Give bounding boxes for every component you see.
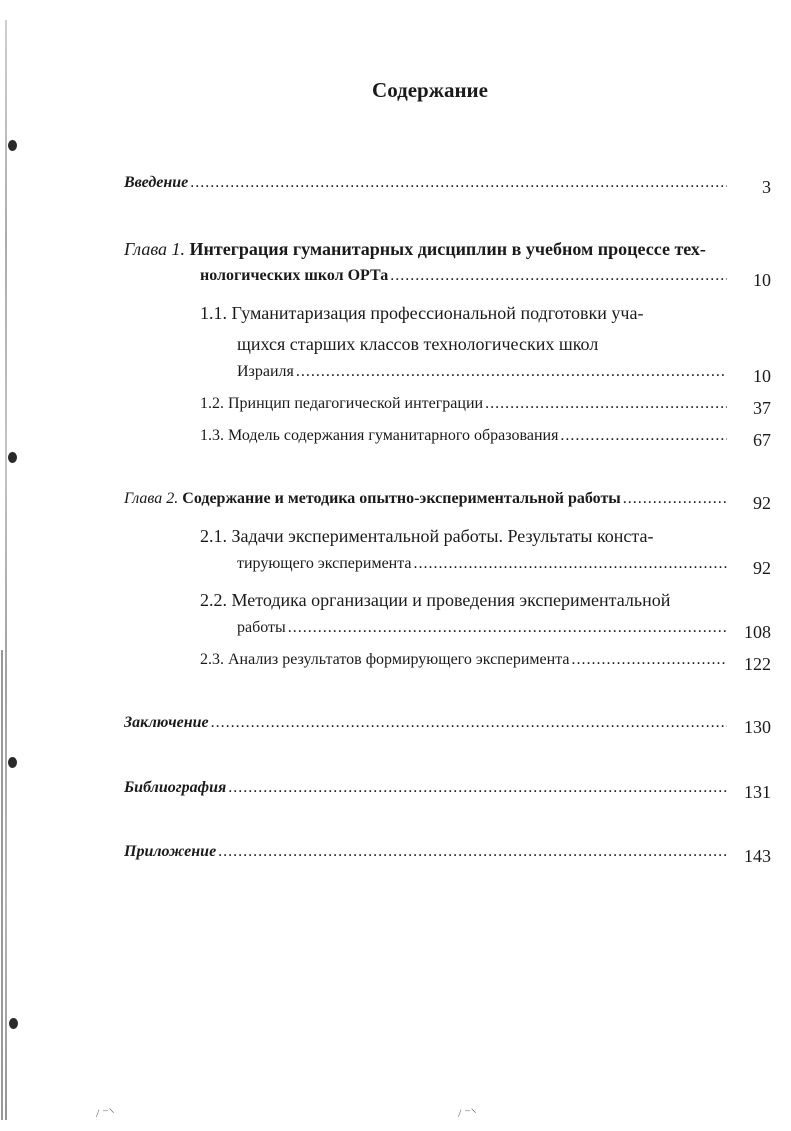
punch-hole-mark — [8, 452, 17, 463]
dot-leader — [190, 174, 727, 192]
toc-entry-label: 1.3. Модель содержания гуманитарного образования — [200, 427, 559, 444]
toc-entry-label: Приложение — [124, 843, 217, 860]
dot-leader — [571, 651, 727, 669]
dot-leader — [485, 395, 727, 413]
toc-entry-intro — [124, 174, 727, 200]
scan-mark: / ⁻⸌ — [96, 1106, 115, 1120]
dot-leader — [228, 779, 727, 797]
chapter-title: Содержание и методика опытно-экспериментальной работы — [182, 490, 621, 507]
toc-entry-label — [124, 490, 621, 508]
punch-hole-mark — [8, 757, 17, 768]
toc-entry-bibliography — [124, 779, 727, 805]
toc-page-number: 131 — [744, 782, 771, 802]
toc-entry-chapter-1 — [200, 267, 727, 293]
toc-entry-label: Израиля — [237, 363, 294, 380]
toc-entry-conclusion — [124, 714, 727, 740]
toc-entry-section-1-1 — [237, 363, 727, 389]
toc-entry-section-2-3 — [200, 651, 727, 677]
toc-entry-label: Заключение — [124, 714, 209, 731]
dot-leader — [296, 363, 727, 381]
toc-chapter-1-heading — [124, 236, 706, 262]
toc-page-number: 3 — [762, 177, 771, 197]
chapter-title-line1: Интеграция гуманитарных дисциплин в учебном процессе тех- — [189, 239, 706, 259]
toc-page-number: 10 — [753, 366, 771, 386]
punch-hole-mark — [9, 1018, 18, 1029]
chapter-prefix: Глава 2. — [124, 490, 179, 507]
toc-page-number: 37 — [753, 398, 771, 418]
punch-hole-mark — [8, 140, 17, 151]
toc-entry-label: Библиография — [124, 779, 227, 796]
toc-entry-chapter-2 — [124, 490, 727, 516]
scan-edge-artifact — [5, 20, 7, 1120]
toc-section-1-1-line1: 1.1. Гуманитаризация профессиональной подготовки уча- — [200, 303, 644, 323]
toc-page-number: 130 — [744, 717, 771, 737]
scan-mark: / ⁻⸌ — [458, 1106, 477, 1120]
toc-entry-section-1-3 — [200, 427, 727, 453]
toc-page-number: 143 — [744, 846, 771, 866]
toc-entry-section-2-2 — [237, 619, 727, 645]
toc-entry-label: Введение — [124, 174, 189, 191]
page-title: Содержание — [372, 78, 488, 102]
toc-section-2-1-line1: 2.1. Задачи экспериментальной работы. Результаты конста- — [200, 526, 654, 546]
toc-page-number: 92 — [753, 558, 771, 578]
toc-section-2-2-line1: 2.2. Методика организации и проведения экспериментальной — [200, 590, 671, 610]
toc-entry-label: работы — [237, 619, 286, 636]
toc-entry-label: 2.3. Анализ результатов формирующего эксперимента — [200, 651, 570, 668]
dot-leader — [414, 555, 727, 573]
dot-leader — [560, 427, 727, 445]
toc-page-number: 108 — [744, 622, 771, 642]
chapter-prefix: Глава 1. — [124, 239, 186, 259]
dot-leader — [218, 843, 727, 861]
chapter-title-line2: нологических школ ОРТа — [200, 267, 389, 284]
scan-edge-artifact — [1, 650, 3, 1120]
dot-leader — [211, 714, 727, 732]
dot-leader — [288, 619, 727, 637]
toc-page-number: 92 — [753, 493, 771, 513]
toc-entry-label: тирующего эксперимента — [237, 555, 412, 572]
toc-entry-appendix — [124, 843, 727, 869]
toc-page-number: 67 — [753, 430, 771, 450]
toc-section-1-1-line2: щихся старших классов технологических школ — [237, 334, 599, 354]
toc-entry-section-1-2 — [200, 395, 727, 421]
toc-entry-section-2-1 — [237, 555, 727, 581]
toc-entry-label: 1.2. Принцип педагогической интеграции — [200, 395, 484, 412]
toc-page-number: 122 — [744, 654, 771, 674]
dot-leader — [623, 490, 727, 508]
dot-leader — [390, 267, 727, 285]
toc-page-number: 10 — [753, 270, 771, 290]
